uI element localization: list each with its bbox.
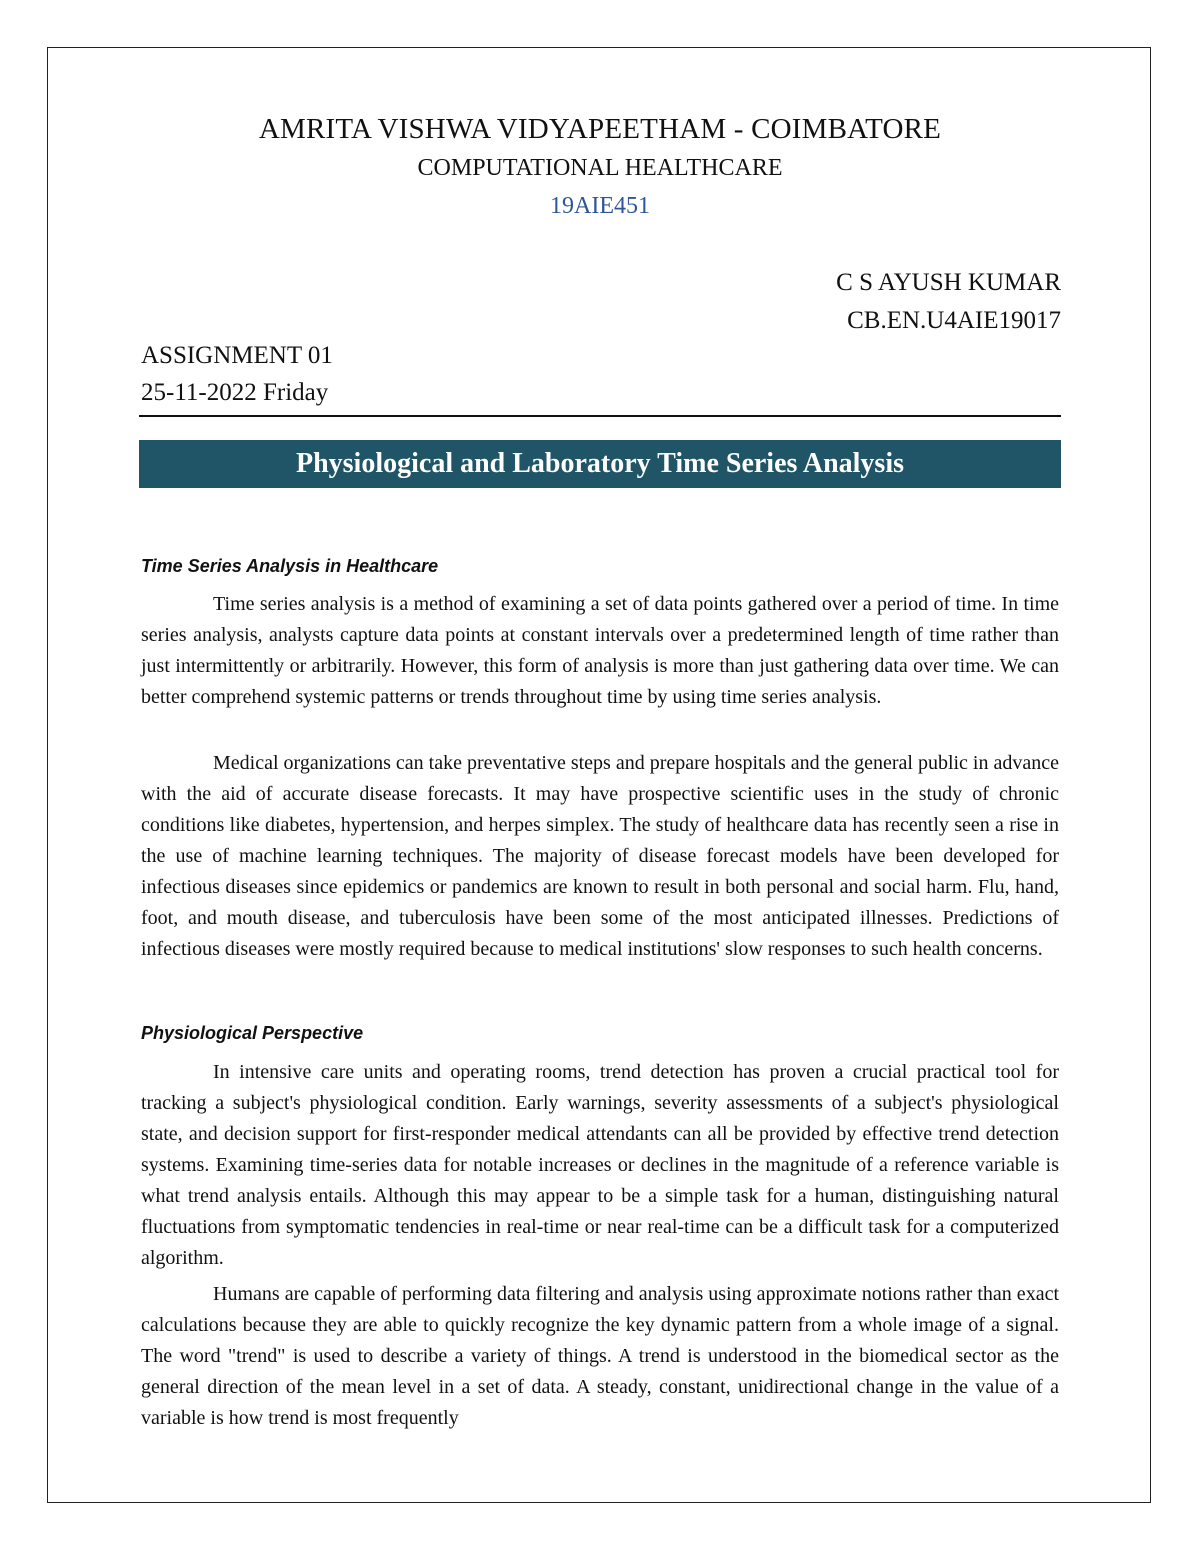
paragraph: In intensive care units and operating rooms, trend detection has proven a crucial practical tool for tracking a subject's physiological condition. Early warnings, severity assessments of a subject's physiological state, and decision support for first-responder medical attendants can all be provided by effective trend detection systems. Examining time-series data for notable increases or declines in the magnitude of a reference variable is what trend analysis entails. Although this may appear to be a simple task for a human, distinguishing natural fluctuations from symptomatic tendencies in real-time or near real-time can be a difficult task for a computerized algorithm.: [141, 1061, 1059, 1269]
assignment-date: 25-11-2022 Friday: [141, 379, 329, 406]
course-code: 19AIE451: [550, 193, 650, 219]
university-name: AMRITA VISHWA VIDYAPEETHAM - COIMBATORE: [258, 113, 942, 145]
section-heading-time-series: Time Series Analysis in Healthcare: [141, 556, 439, 576]
section-heading-physiological: Physiological Perspective: [141, 1023, 364, 1043]
paragraph: Humans are capable of performing data filtering and analysis using approximate notions rather than exact calculations because they are able to quickly recognize the key dynamic pattern from a whole image of a signal. The word "trend" is used to describe a variety of things. A trend is understood in the biomedical sector as the general direction of the mean level in a set of data. A steady, constant, unidirectional change in the value of a variable is how trend is most frequently: [141, 1283, 1059, 1429]
paragraph: Medical organizations can take preventative steps and prepare hospitals and the general public in advance with the aid of accurate disease forecasts. It may have prospective scientific uses in the study of chronic conditions like diabetes, hypertension, and herpes simplex. The study of healthcare data has recently seen a rise in the use of machine learning techniques. The majority of disease forecast models have been developed for infectious diseases since epidemics or pandemics are known to result in both personal and social harm. Flu, hand, foot, and mouth disease, and tuberculosis have been some of the most anticipated illnesses. Predictions of infectious diseases were mostly required because to medical institutions' slow responses to such health concerns.: [141, 752, 1059, 960]
course-name: COMPUTATIONAL HEALTHCARE: [417, 155, 783, 181]
student-roll-number: CB.EN.U4AIE19017: [847, 307, 1061, 334]
student-name: C S AYUSH KUMAR: [836, 269, 1061, 296]
paragraph: Time series analysis is a method of examining a set of data points gathered over a period of time. In time series analysis, analysts capture data points at constant intervals over a predetermined length of time rather than just intermittently or arbitrarily. However, this form of analysis is more than just gathering data over time. We can better comprehend systemic patterns or trends throughout time by using time series analysis.: [141, 593, 1059, 708]
document-title-banner: Physiological and Laboratory Time Series Analysis: [139, 440, 1061, 488]
assignment-title: ASSIGNMENT 01: [141, 342, 333, 369]
header-divider: [139, 415, 1061, 417]
